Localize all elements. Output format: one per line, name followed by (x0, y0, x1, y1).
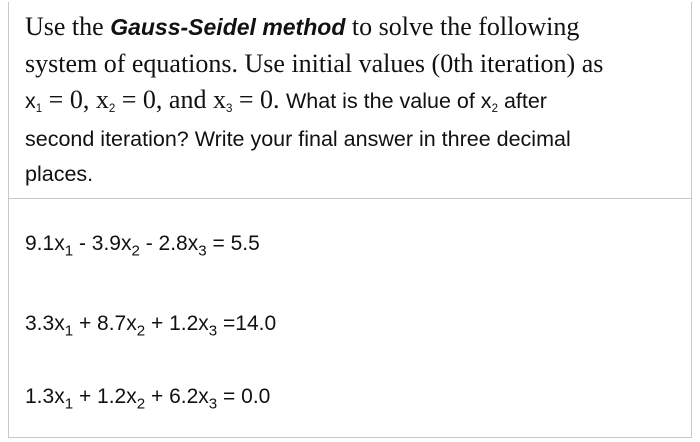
equation-1: $9.1x_1 - 3.9x_2 - 2.8x_3 = 5.5$ (25, 232, 260, 260)
section-divider (9, 198, 691, 199)
question-line-1: Use the Gauss-Seidel method to solve the following (25, 12, 580, 41)
question-line-3: $x_1 = 0$, $x_2 = 0$, and $x_3 = 0$. What is the value of $x_2$ after (25, 85, 547, 116)
question-line-5: places. (25, 162, 94, 186)
equation-3: $1.3x_1 + 1.2x_2 + 6.2x_3 = 0.0$ (25, 385, 271, 413)
method-name: Gauss-Seidel method (110, 14, 346, 40)
question-line-4: second iteration? Write your final answer in three decimal (25, 127, 571, 151)
card-bottom-border (8, 437, 692, 438)
question-card (8, 2, 692, 438)
equation-2: $3.3x_1 + 8.7x_2 + 1.2x_3 =14.0$ (25, 312, 277, 340)
question-line-2: system of equations. Use initial values (0th iteration) as (25, 49, 604, 78)
